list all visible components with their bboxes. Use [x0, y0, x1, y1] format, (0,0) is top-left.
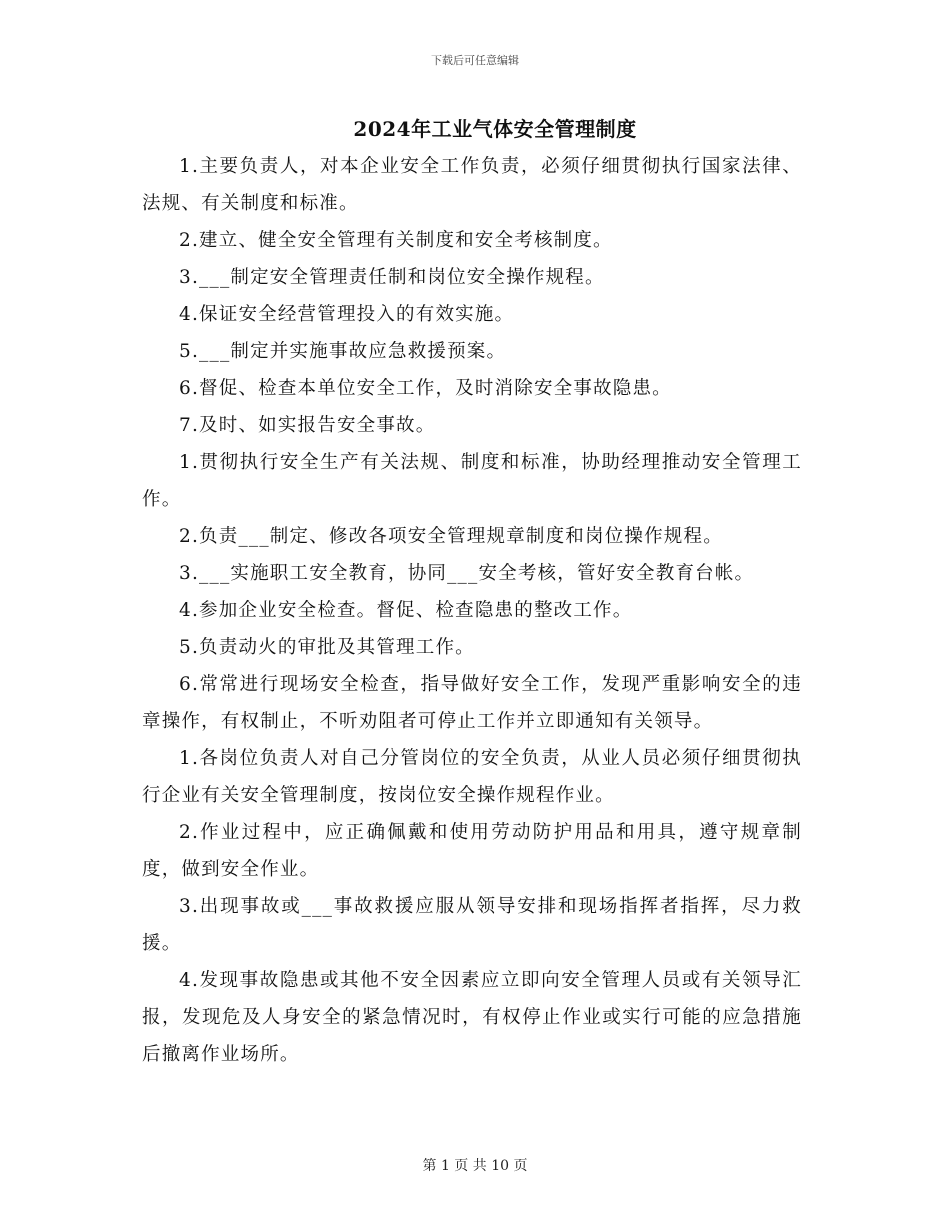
- document-body: [142, 148, 802, 1073]
- page-number: 第 1 页 共 10 页: [422, 1158, 528, 1174]
- paragraph: 6.督促、检查本单位安全工作，及时消除安全事故隐患。: [179, 378, 672, 399]
- paragraph: 1.主要负责人，对本企业安全工作负责，必须仔细贯彻执行国家法律、法规、有关制度和标准。: [142, 156, 802, 214]
- paragraph: 2.建立、健全安全管理有关制度和安全考核制度。: [179, 230, 613, 251]
- paragraph: 4.保证安全经营管理投入的有效实施。: [179, 304, 515, 325]
- paragraph: 2.作业过程中，应正确佩戴和使用劳动防护用品和用具，遵守规章制度，做到安全作业。: [142, 822, 802, 880]
- paragraph: 4.发现事故隐患或其他不安全因素应立即向安全管理人员或有关领导汇报，发现危及人身安全的紧急情况时，有权停止作业或实行可能的应急措施后撤离作业场所。: [142, 970, 802, 1065]
- paragraph: 3.___制定安全管理责任制和岗位安全操作规程。: [179, 267, 605, 288]
- paragraph: 3.出现事故或___事故救援应服从领导安排和现场指挥者指挥，尽力救援。: [142, 896, 802, 954]
- paragraph: 5.负责动火的审批及其管理工作。: [179, 637, 475, 658]
- document-title: 2024年工业气体安全管理制度: [353, 117, 637, 141]
- paragraph: 5.___制定并实施事故应急救援预案。: [179, 341, 507, 362]
- paragraph: 3.___实施职工安全教育，协同___安全考核，管好安全教育台帐。: [179, 563, 755, 584]
- paragraph: 6.常常进行现场安全检查，指导做好安全工作，发现严重影响安全的违章操作，有权制止，不听劝阻者可停止工作并立即通知有关领导。: [142, 674, 802, 732]
- paragraph: 1.贯彻执行安全生产有关法规、制度和标准，协助经理推动安全管理工作。: [142, 452, 802, 510]
- paragraph: 4.参加企业安全检查。督促、检查隐患的整改工作。: [179, 600, 633, 621]
- paragraph: 7.及时、如实报告安全事故。: [179, 415, 436, 436]
- paragraph: 1.各岗位负责人对自己分管岗位的安全负责，从业人员必须仔细贯彻执行企业有关安全管理制度，按岗位安全操作规程作业。: [142, 748, 802, 806]
- page-header-note: 下载后可任意编辑: [431, 54, 519, 67]
- paragraph: 2.负责___制定、修改各项安全管理规章制度和岗位操作规程。: [179, 526, 723, 547]
